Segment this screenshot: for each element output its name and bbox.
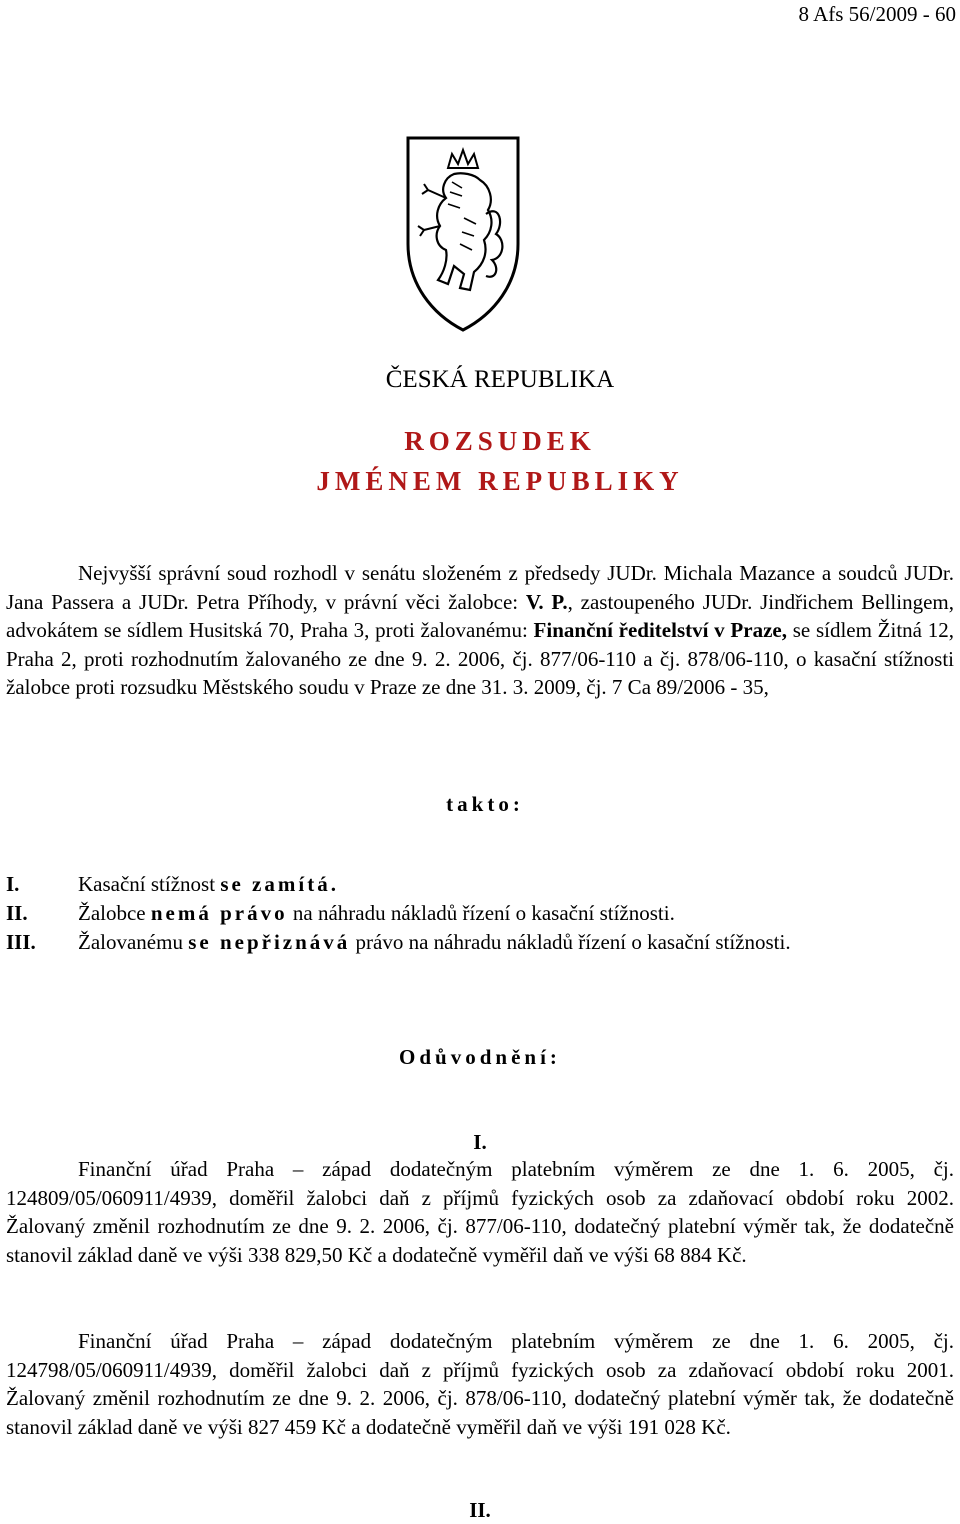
- verdict-item-text-post: právo na náhradu nákladů řízení o kasační stížnosti.: [350, 930, 791, 954]
- verdict-item-text-post: na náhradu nákladů řízení o kasační stížnosti.: [287, 901, 675, 925]
- verdict-item-emphasis: nemá právo: [150, 901, 288, 925]
- verdict-title: ROZSUDEK: [404, 426, 596, 456]
- defendant-name: Finanční ředitelství v Praze,: [533, 618, 787, 643]
- verdict-item-text: Žalovanému: [78, 930, 189, 954]
- section-1-paragraph-1: [6, 1155, 954, 1269]
- country-name: ČESKÁ REPUBLIKA: [385, 366, 615, 393]
- verdict-item-number: I.: [6, 872, 20, 896]
- section-1-paragraph-2: [6, 1327, 954, 1441]
- in-the-name-of-republic: JMÉNEM REPUBLIKY: [316, 466, 684, 496]
- section-numeral-2: II.: [469, 1498, 491, 1522]
- intro-text-2: , zastoupeného JUDr. Jindřichem Bellingem, advokátem se sídlem Husitská 70, Praha 3, proti žalovanému:: [6, 589, 954, 643]
- verdict-item-text: Žalobce: [78, 901, 151, 925]
- section-1-text-1: Finanční úřad Praha – západ dodatečným platebním výměrem ze dne 1. 6. 2005, čj. 124809/05/060911/4939, doměřil žalobci daň z příjmů fyzických osob za zdaňovací období roku 2002. Žalovaný změnil rozhodnutím ze dne 9. 2. 2006, čj. 877/06-110, dodatečný platební výměr tak, že dodatečně stanovil základ daně ve výši 338 829,50 Kč a dodatečně vyměřil daň ve výši 68 884 Kč.: [6, 1157, 954, 1267]
- czech-lion-coat-of-arms-icon: [404, 134, 522, 334]
- intro-text-3: se sídlem Žitná 12, Praha 2, proti rozhodnutím žalovaného ze dne 9. 2. 2006, čj. 877/06-110 a čj. 878/06-110, o kasační stížnosti žalobce proti rozsudku Městského soudu v Praze ze dne 31. 3. 2009, čj. 7 Ca 89/2006 - 35,: [6, 618, 954, 700]
- verdict-item-emphasis: se nepřiznává: [188, 930, 351, 954]
- takto-heading: takto:: [446, 792, 524, 816]
- file-reference: 8 Afs 56/2009 - 60: [798, 2, 956, 26]
- intro-paragraph: [6, 559, 954, 702]
- plaintiff-name: V. P.: [525, 589, 568, 614]
- intro-text-1: Nejvyšší správní soud rozhodl v senátu složeném z předsedy JUDr. Michala Mazance a soudců JUDr. Jana Passera a JUDr. Petra Příhody, v právní věci žalobce:: [6, 561, 954, 614]
- section-numeral-1: I.: [473, 1130, 487, 1154]
- verdict-item-text: Kasační stížnost: [78, 872, 221, 896]
- verdict-item-emphasis: se zamítá.: [220, 872, 339, 896]
- verdict-item: [6, 870, 954, 899]
- verdict-item-number: II.: [6, 901, 28, 925]
- section-1-text-2: Finanční úřad Praha – západ dodatečným platebním výměrem ze dne 1. 6. 2005, čj. 124798/05/060911/4939, doměřil žalobci daň z příjmů fyzických osob za zdaňovací období roku 2001. Žalovaný změnil rozhodnutím ze dne 9. 2. 2006, čj. 878/06-110, dodatečný platební výměr tak, že dodatečně stanovil základ daně ve výši 827 459 Kč a dodatečně vyměřil daň ve výši 191 028 Kč.: [6, 1329, 954, 1439]
- verdict-item-number: III.: [6, 930, 36, 954]
- reasoning-heading: Odůvodnění:: [399, 1045, 561, 1069]
- verdict-item: [6, 928, 954, 957]
- verdict-item: [6, 899, 954, 928]
